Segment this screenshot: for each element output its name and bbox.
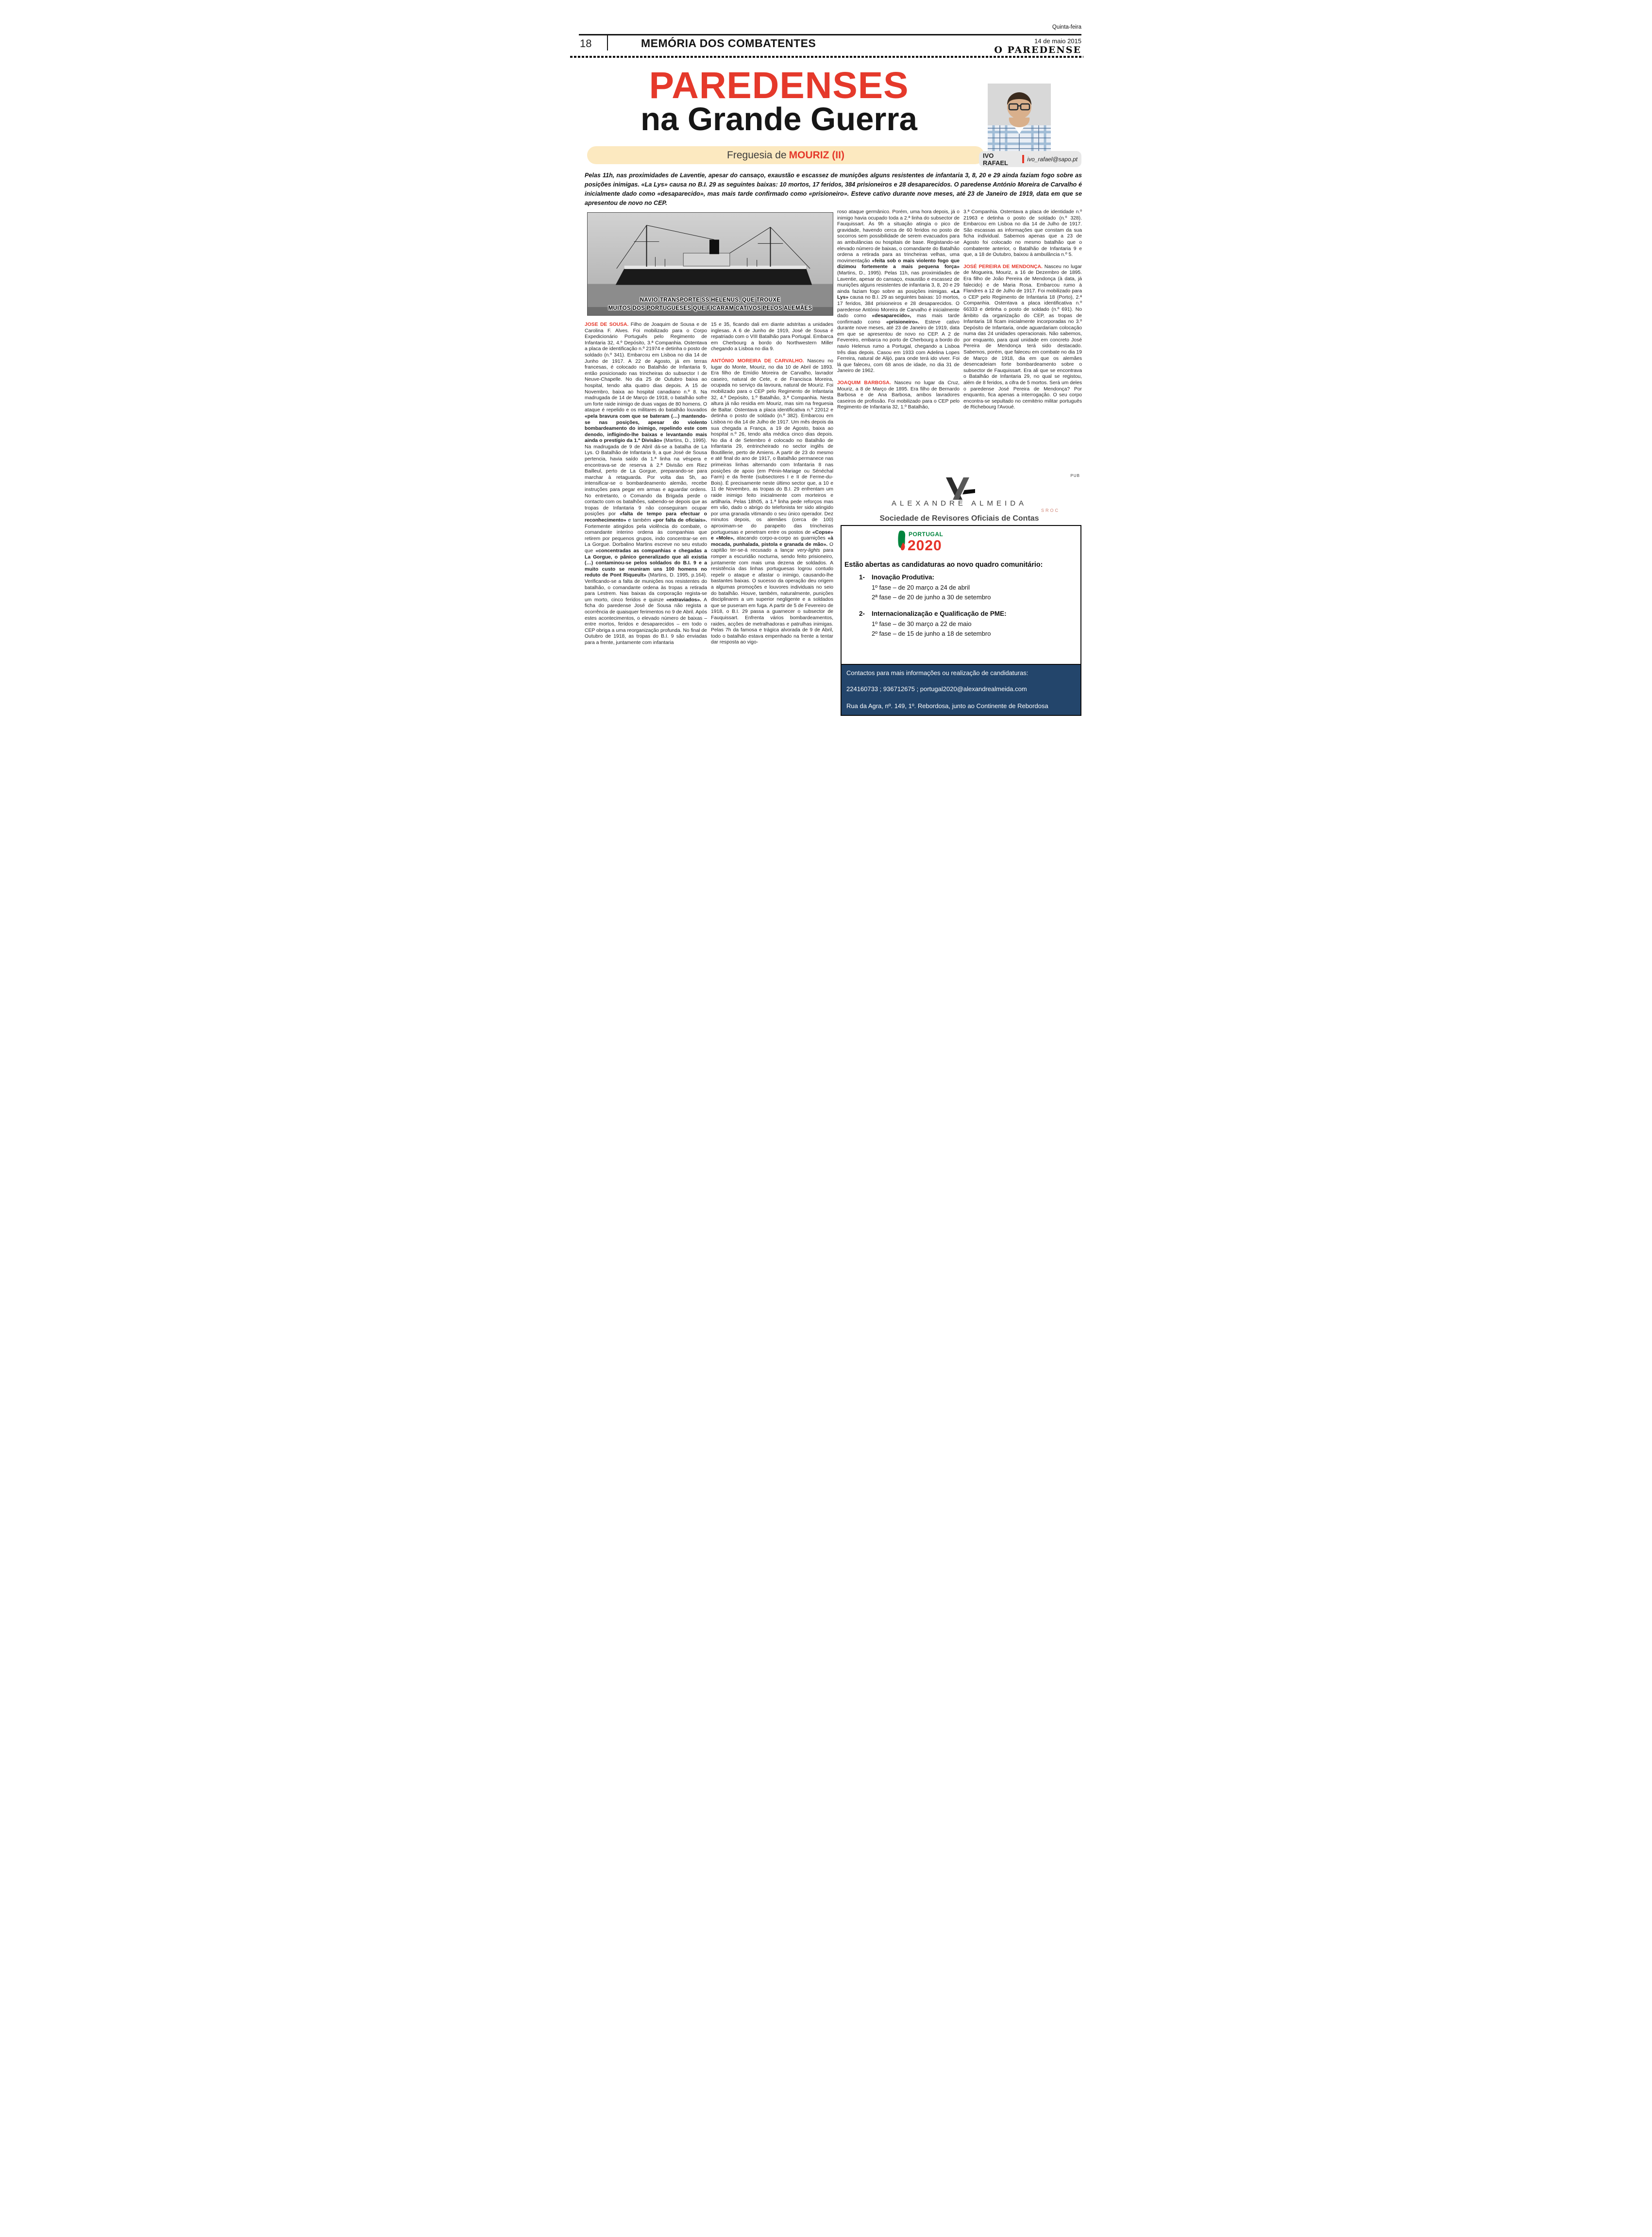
text-run: atacando corpo-a-corpo as guarnições <box>734 536 828 542</box>
alexandre-almeida-logo-icon <box>942 476 976 501</box>
ad-item-label: Inovação Produtiva: <box>872 574 935 581</box>
banner-prefix: Freguesia de <box>727 149 787 161</box>
text-run: «concentradas as companhias e chegadas a La Gorgue, o pânico generalizado que ali existia (…) contaminou-se pelos soldados do B.I. 9 e a muito custo se reuniram uns 100 homens no reduto de Pont Riqueult» <box>585 548 707 578</box>
ad-company-subtitle: Sociedade de Revisores Oficiais de Contas <box>879 514 1039 523</box>
text-run: «La Lys» <box>837 288 960 301</box>
article-lead-name: JOSÉ DE SOUSA. <box>585 322 629 327</box>
ad-item-phase: 1º fase – de 20 março a 24 de abril <box>872 584 970 591</box>
text-run: «falta de tempo para efectuar o reconhecimento» <box>585 511 707 523</box>
text-run: roso ataque germânico. Porém, uma hora depois, já o inimigo havia ocupado toda a 2.ª linha do subsector de Fauquissart. Às 9h a situação atingia o pico de gravidade, havendo cerca de 60 feridos no posto de socorros sem possibilidade de serem evacuados para as ambulâncias ou hospitais de base. Registando-se elevado número de baixas, o comandante do Batalhão ordena a retirada para as trincheiras velhas, uma movimentação <box>837 209 960 264</box>
article-paragraph <box>837 209 960 374</box>
article-lead-name: JOSÉ PEREIRA DE MENDONÇA. <box>963 264 1043 270</box>
text-run: Esteve cativo durante nove meses, até 23 de Janeiro de 1919, data em que se apresentou de novo no CEP. A 2 de Fevereiro, embarca no porto de Cherbourg a bordo do navio Helenus rumo a Portugal, chegando a Lisboa três dias depois. Casou em 1933 com Adelina Lopes Ferreira, natural de Alijó, para onde terá ido viver. Foi lá que faleceu, com 68 anos de idade, no dia 31 de Janeiro de 1962. <box>837 319 960 374</box>
text-run: «prisioneiro». <box>886 319 919 325</box>
ad-program-item <box>842 610 1080 639</box>
ad-box <box>841 525 1081 716</box>
banner-highlight: MOURIZ (II) <box>789 149 844 161</box>
ad-company-sroc: SROC <box>1041 508 1060 513</box>
text-run: very-lights <box>797 548 820 554</box>
ad-company-name: ALEXANDRE ALMEIDA <box>891 499 1028 508</box>
article-paragraph <box>837 380 960 411</box>
photo-caption-line2: MUITOS DOS PORTUGUESES QUE FICARAM CATIVOS PELOS ALEMÃES <box>608 305 812 311</box>
pub-label: PUB <box>1070 474 1080 478</box>
text-run: Filho de Joaquim de Sousa e de Carolina F. Alves. Foi mobilizado para o Corpo Expedicionário Português pelo Regimento de Infantaria 32, 4.º Depósito, 3.ª Companhia. Ostentava a placa de identificação n.º 21974 e detinha o posto de soldado (n.º 341). Embarcou em Lisboa no dia 14 de Junho de 1917. A 22 de Agosto, já em terras francesas, é colocado no Batalhão de Infantaria 9, então posicionado nas trincheiras do subsector I de Neuve-Chapelle. No dia 25 de Outubro baixa ao hospital, tendo alta quatro dias depois. A 15 de Novembro, baixa ao hospital canadiano n.º 8. Na madrugada de 14 de Março de 1918, o batalhão sofre um forte raide inimigo de duas vagas de 80 homens. O ataque é repelido e os militares do batalhão louvados <box>585 322 707 413</box>
portugal-2020-logo <box>897 530 944 552</box>
ad-item-label: Internacionalização e Qualificação de PME: <box>872 610 1007 618</box>
ad-item-number: 2- <box>859 610 865 618</box>
header-dashed-rule <box>570 56 1083 58</box>
text-run: Nasceu no lugar da Cruz, Mouriz, a 8 de Março de 1895. Era filho de Bernardo Barbosa e de Ana Barbosa, ambos lavradores caseiros de profissão. Foi mobilizado para o CEP pelo Regimento de Infantaria 32, 1.º Batalhão, <box>837 380 960 410</box>
ad-contacts-line2: 224160733 ; 936712675 ; portugal2020@alexandrealmeida.com <box>846 685 1027 693</box>
article-title-line2: na Grande Guerra <box>641 101 917 137</box>
article-paragraph <box>963 264 1082 411</box>
text-run: Fortemente atingidos pela violência do combate, o comandante interino ordena às companhias que retirem por pequenos grupos, indo concentrar-se em La Gorgue. Dorbalino Martins escreve no seu estudo que <box>585 524 707 554</box>
article-lead-name: JOAQUIM BARBOSA. <box>837 380 891 386</box>
text-run: 3.ª Companhia. Ostentava a placa de identidade n.º 21963 e detinha o posto de soldado (n.º 328). Embarcou em Lisboa no dia 14 de Julho de 1917. São escassas as informações que constam da sua ficha individual. Sabemos apenas que a 23 de Agosto foi colocado no mesmo batalhão que o combatente anterior, o Batalhão de Infantaria 9 e que, a 18 de Outubro, baixou à ambulância n.º 5. <box>963 209 1082 258</box>
ship-photo <box>587 212 833 316</box>
text-run: «feita sob o mais violento fogo que dizimou fortemente a mais pequena força» <box>837 258 960 270</box>
text-run: (Martins, D., 1995). Pelas 11h, nas proximidades de Laventie, apesar do cansaço, exaustão e escassez de munições alguns resistentes de infantaria 3, 8, 20 e 29 ainda faziam fogo sobre as posições inimigas. <box>837 270 960 294</box>
text-run: «por falta de oficiais». <box>653 518 707 523</box>
text-run: «pela bravura com que se bateram (…) mantendo-se nas posições, apesar do violento bombardeamento do inimigo, repelindo este com denodo, infligindo-lhe baixas e levantando mais ainda o prestígio da 1.ª Divisão» <box>585 413 707 444</box>
author-email: ivo_rafael@sapo.pt <box>1027 155 1078 163</box>
subtitle-banner <box>587 146 984 164</box>
p2020-word: PORTUGAL <box>909 531 944 538</box>
author-byline-bar <box>979 151 1081 167</box>
author-name: IVO RAFAEL <box>983 152 1008 167</box>
ad-program-list <box>842 574 1080 647</box>
text-run: e também <box>626 518 653 523</box>
text-run: Nasceu no lugar de Mogueira, Mouriz, a 16 de Dezembro de 1895. Era filho de João Pereira de Mendonça (à data, já falecido) e de Maria Rosa. Embarcou rumo à Flandres a 12 de Julho de 1917. Foi mobilizado para o CEP pelo Regimento de Infantaria 18 (Porto), 2.ª Companhia. Ostentava a placa identificativa n.º 66333 e detinha o posto de soldado (n.º 691). No âmbito da organização do CEP, as tropas de Infantaria 18 ficam inicialmente incorporadas no 3.º Depósito de Infantaria, onde aguardariam colocação numa das 24 unidades operacionais. Não sabemos, por enquanto, para qual unidade em concreto José Pereira de Mendonça terá sido destacado. Sabemos, porém, que faleceu em combate no dia 19 de Março de 1918, dia em que os alemães desencadeiam forte bombardeamento sobre o subsector de Fauquissart. Era ali que se encontrava o Batalhão de Infantaria 29, no qual se registou, além de 8 feridos, a cifra de 5 mortos. Será um deles o paredense José Pereira de Mendonça? Por enquanto, fica apenas a interrogação. O seu corpo encontra-se sepultado no cemitério militar português de Richebourg l'Avoué. <box>963 264 1082 410</box>
article-column-2 <box>711 322 833 730</box>
section-title: MEMÓRIA DOS COMBATENTES <box>641 37 816 50</box>
article-title-line1: PAREDENSES <box>649 65 909 106</box>
text-run: «à mocada, punhalada, pistola e granada de mão». <box>711 536 833 547</box>
page-number: 18 <box>580 37 592 50</box>
text-run: O capitão ter-se-á recusado a lançar <box>711 542 833 554</box>
article-paragraph <box>963 209 1082 258</box>
text-run: 15 e 35, ficando dali em diante adstritas a unidades inglesas. A 6 de Junho de 1919, José de Sousa é repatriado com o VIII Batalhão para Portugal. Embarca em Cherbourg a bordo do Northwestern Miller chegando a Lisboa no dia 9. <box>711 322 833 352</box>
text-run: A ficha do paredense José de Sousa não regista a ocorrência de quaisquer ferimentos no 9 de Abril. Após estes acontecimentos, o elevado número de baixas – entre mortos, feridos e desaparecidos – em todo o CEP obriga a uma reorganização profunda. No final de Outubro de 1918, as tropas do B.I. 9 são enviadas para a frente, juntamente com infantaria <box>585 597 707 645</box>
edition-date: 14 de maio 2015 <box>1034 37 1081 45</box>
ad-item-phase: 2º fase – de 15 de junho a 18 de setembro <box>872 630 991 638</box>
newspaper-masthead: O PAREDENSE <box>994 45 1081 55</box>
ad-contacts-box <box>841 664 1081 716</box>
article-paragraph <box>585 322 707 646</box>
ad-item-phase: 2ª fase – de 20 de junho a 30 de setembro <box>872 593 991 601</box>
header-rule <box>579 34 1081 35</box>
ad-item-phase: 1º fase – de 30 março a 22 de maio <box>872 620 972 628</box>
text-run: «extraviados». <box>666 597 702 603</box>
text-run: (Martins, D., 1995). Na madrugada de 9 de Abril dá-se a batalha de La Lys. O Batalhão de Infantaria 9, a que José de Sousa pertencia, havia saído da 1.ª linha na véspera e encontrava-se de reserva à 2.ª Divisão em Riez Bailleul, perto de La Gorgue, preparando-se para marchar à retaguarda. Por volta das 5h, ao intensificar-se o bombardeamento alemão, recebe instruções para pegar em armas e aguardar ordens. No entretanto, o Comando da Brigada perde o contacto com os batalhões, sabendo-se depois que as tropas de Infantaria 9 não conseguiram ocupar posições por <box>585 438 707 517</box>
ad-headline: Estão abertas as candidaturas ao novo quadro comunitário: <box>844 561 1043 569</box>
ad-program-item <box>842 574 1080 602</box>
article-lead-name: ANTÓNIO MOREIRA DE CARVALHO. <box>711 358 804 364</box>
author-photo <box>988 84 1051 152</box>
article-column-3 <box>837 209 960 471</box>
author-portrait-drawing <box>988 84 1051 152</box>
newspaper-page <box>551 0 1101 746</box>
p2020-year: 2020 <box>908 538 942 552</box>
ad-contacts-line1: Contactos para mais informações ou realização de candidaturas: <box>846 669 1028 677</box>
article-paragraph <box>711 322 833 353</box>
ad-contacts-line3: Rua da Agra, nº. 149, 1º. Rebordosa, junto ao Continente de Rebordosa <box>846 702 1048 710</box>
byline-red-divider <box>1022 155 1024 163</box>
article-intro: Pelas 11h, nas proximidades de Laventie, apesar do cansaço, exaustão e escassez de munições alguns resistentes de infantaria 3, 8, 20 e 29 ainda faziam fogo sobre as posições inimigas. «La Lys» causa no B.I. 29 as seguintes baixas: 10 mortos, 17 feridos, 384 prisioneiros e 28 desaparecidos. O paredense António Moreira de Carvalho é inicialmente dado como «desaparecido», mas mais tarde confirmado como «prisioneiro». Esteve cativo durante nove meses, até 23 de Janeiro de 1919, data em que se apresentou de novo no CEP. <box>585 172 1082 206</box>
text-run: «desaparecido», <box>872 313 911 319</box>
article-column-4 <box>963 209 1082 471</box>
text-run: para romper a escuridão nocturna, sendo feito prisioneiro, juntamente com mais uma dezena de soldados. A resistência das linhas portuguesas logrou contudo repelir o ataque e afastar o inimigo, causando-lhe bastantes baixas. O sucesso da operação deu origem a algumas promoções e louvores individuais no seio do batalhão. Houve, também, naturalmente, punições disciplinares a um superior negligente e a soldados que se puseram em fuga. A partir de 5 de Fevereiro de 1918, o B.I. 29 passa a guarnecer o subsector de Fauquissart. Enfrenta vários bombardeamentos, raides, acções de metralhadoras e patrulhas inimigas. Pelas 7h da famosa e trágica alvorada de 9 de Abril, todo o batalhão estava empenhado na frente a tentar dar resposta ao vigo- <box>711 548 833 645</box>
header-divider <box>607 35 608 51</box>
article-paragraph <box>711 358 833 646</box>
text-run: Nasceu no lugar do Monte, Mouriz, no dia 10 de Abril de 1893. Era filho de Emídio Moreira de Carvalho, lavrador caseiro, natural de Cete, e de Francisca Moreira, ocupada no serviço da lavoura, natural de Mouriz. Foi mobilizado para o CEP pelo Regimento de Infantaria 32, 4.º Depósito, 1.º Batalhão, 3.ª Companhia. Nesta altura já não residia em Mouriz, mas sim na freguesia de Baltar. Ostentava a placa identificativa n.º 22012 e detinha o posto de soldado (n.º 382). Embarcou em Lisboa no dia 14 de Julho de 1917. Um mês depois da sua chegada a França, a 19 de Agosto, baixa ao hospital n.º 26, tendo alta médica cinco dias depois. No dia 4 de Setembro é colocado no Batalhão de Infantaria 29, entrincheirado no sector inglês de Boutillerie, perto de Amiens. A partir de 23 do mesmo e até final do ano de 1917, o Batalhão permanece nas primeiras linhas alternando com Infantaria 8 nas posições de apoio (em Pénin-Mariage ou Sénéchal Farm) e da frente (subsectores I e II de Ferme-du-Bois). É precisamente neste último sector que, a 10 e 11 de Novembro, as tropas do B.I. 29 enfrentam um raide inimigo feito inicialmente com morteiros e artilharia. Pelas 18h05, a 1.ª linha pede reforços mas em vão, dado o abrigo do telefonista ter sido atingido por uma granada vitimando o seu único operador. Dez minutos depois, os alemães (cerca de 100) aproximam-se do parapeito das trincheiras portuguesas e penetram entre os postos de <box>711 358 833 535</box>
text-run: (Martins, D. 1995, p.164). Verificando-se a falta de munições nos resistentes do batalhão, o comandante ordena às tropas a retirada para Lestrem. Nas baixas da corporação regista-se um morto, cinco feridos e quinze <box>585 573 707 603</box>
ad-item-number: 1- <box>859 574 865 581</box>
photo-caption-line1: NAVIO-TRANSPORTE SS HELENUS, QUE TROUXE <box>640 297 781 303</box>
article-column-1 <box>585 322 707 730</box>
text-run: mas mais tarde confirmado como <box>837 313 960 325</box>
edition-weekday: Quinta-feira <box>1052 24 1081 30</box>
text-run: «Copse» e «Mole», <box>711 529 833 542</box>
text-run: causa no B.I. 29 as seguintes baixas: 10 mortos, 17 feridos, 384 prisioneiros e 28 desaparecidos. O paredense António Moreira de Carvalho é inicialmente dado como <box>837 295 960 319</box>
